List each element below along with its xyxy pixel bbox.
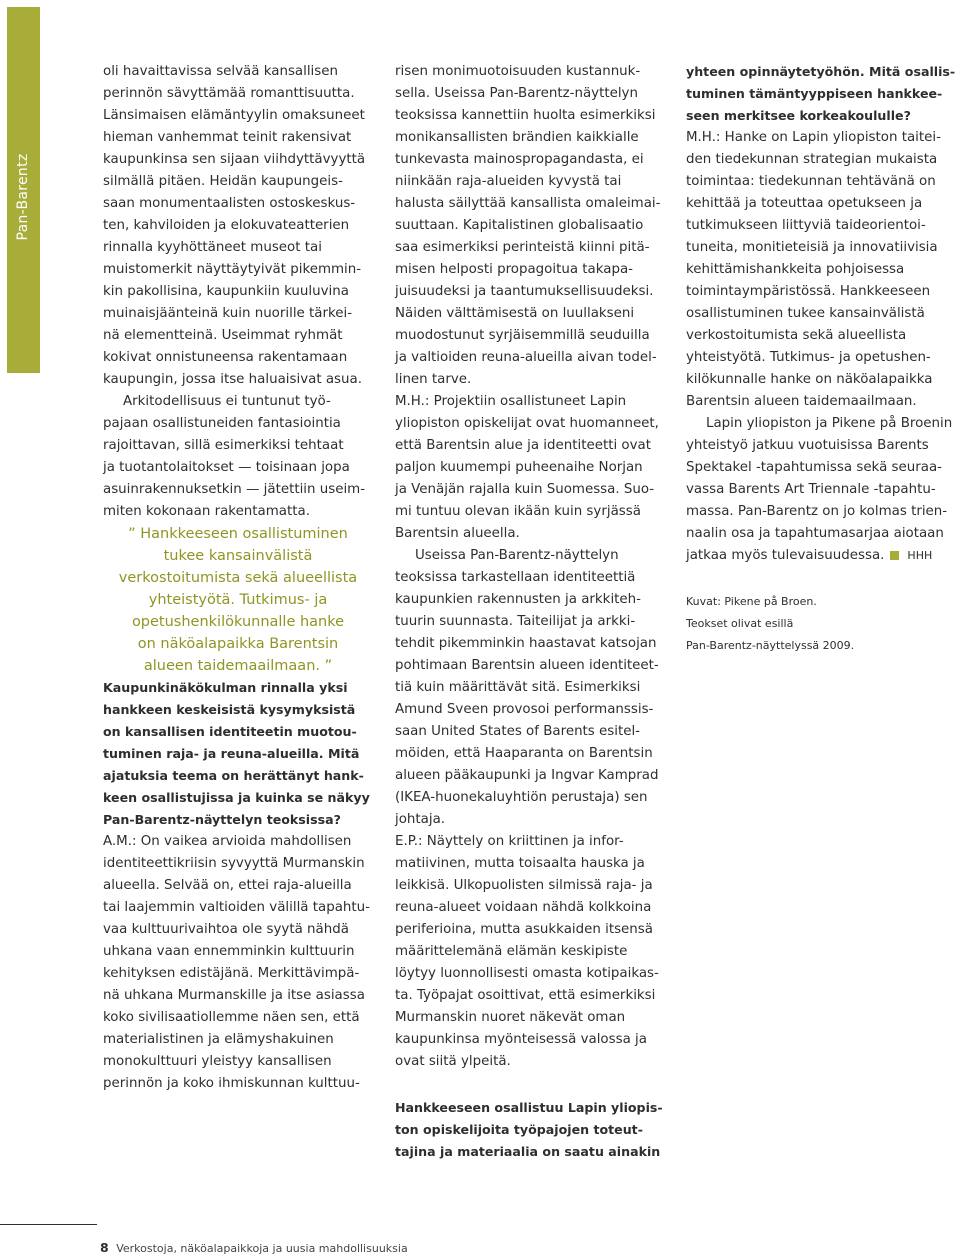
sidebar-label: Pan-Barentz	[15, 153, 31, 241]
interview-question: Hankkeeseen osallistuu Lapin yliopis- ton opiskelijoita työpajojen toteut- tajina ja materiaalia on saatu ainakin	[395, 1100, 663, 1159]
footer	[100, 1240, 408, 1255]
footer-title: Verkostoja, näköalapaikkoja ja uusia mahdollisuuksia	[116, 1242, 408, 1255]
pull-quote: ” Hankkeeseen osallistuminen tukee kansainvälistä verkostoitumista sekä alueellista yhteistyötä. Tutkimus- ja opetushenkilökunnalle hanke on näköalapaikka Barentsin alueen taidemaailmaan. ”	[118, 526, 358, 674]
text-column-1	[103, 61, 373, 1095]
interview-question: yhteen opinnäytetyöhön. Mitä osallis- tuminen tämäntyyppiseen hankkee- seen merkitsee korkeakoululle?	[686, 64, 956, 123]
footer-rule	[0, 1224, 97, 1225]
author-signature: HHH	[907, 549, 933, 562]
interview-answer: E.P.: Näyttely on kriittinen ja infor- matiivinen, mutta toisaalta hauska ja leikkisä. Ulkopuolisten silmissä raja- ja reuna-alueet voidaan nähdä kolkkoina periferioina, mutta asukkaiden itsensä määrittelemänä elämän keskipiste löytyy luonnollisesti omasta kotipaikas- ta. Työpajat osoittivat, että esimerkiksi Murmanskin nuoret näkevät oman kaupunkinsa myönteisessä valossa ja ovat siitä ylpeitä.	[395, 834, 659, 1069]
photo-credit: Pan-Barentz-näyttelyssä 2009.	[686, 639, 855, 652]
paragraph: oli havaittavissa selvää kansallisen perinnön sävyttämää romanttisuutta. Länsimaisen elämäntyylin omaksuneet hieman vanhemmat teinit rakensivat kaupunkinsa sen sijaan viihdyttävyyttä silmällä pitäen. Heidän kaupungeis- saan monumentaalisten ostoskeskus- ten, kahviloiden ja elokuvateatterien rinnalla kyyhöttäneet museot tai muistomerkit näyttäytyivät pikemmin- kin pakollisina, kaupunkiin kuuluvina muinaisjäänteinä kuin nuorille tärkei- nä elementteinä. Useimmat ryhmät kokivat onnistuneensa rakentamaan kaupungin, jossa itse haluaisivat asua.	[103, 64, 366, 387]
paragraph-text: Lapin yliopiston ja Pikene på Broenin yhteistyö jatkuu vuotuisissa Barents Spektakel -tapahtumissa sekä seuraa- vassa Barents Art Triennale -tapahtu- massa. Pan-Barentz on jo kolmas trien- naalin osa ja tapahtumasarjaa aiotaan jatkaa myös tulevaisuudessa.	[686, 416, 953, 563]
paragraph: Useissa Pan-Barentz-näyttelyn teoksissa tarkastellaan identiteettiä kaupunkien rakennusten ja arkkiteh- tuurin suunnasta. Taiteilijat ja arkki- tehdit pikemminkin haastavat katsojan pohtimaan Barentsin alueen identiteet- tiä kuin määrittävät sitä. Esimerkiksi Amund Sveen provosoi performanssis- saan United States of Barents esitel- möiden, että Haaparanta on Barentsin alueen pääkaupunki ja Ingvar Kamprad (IKEA-huonekaluyhtiön perustaja) sen johtaja.	[395, 548, 659, 827]
text-column-2	[395, 61, 665, 1163]
end-mark-icon	[890, 551, 899, 560]
photo-credit: Teokset olivat esillä	[686, 617, 794, 630]
interview-answer: M.H.: Projektiin osallistuneet Lapin yliopiston opiskelijat ovat huomanneet, että Barentsin alue ja identiteetti ovat paljon kuumempi puheenaihe Norjan ja Venäjän rajalla kuin Suomessa. Suo- mi tuntuu olevan ikään kuin syrjässä Barentsin alueella.	[395, 394, 659, 541]
paragraph: Arkitodellisuus ei tuntunut työ- pajaan osallistuneiden fantasiointia rajoittavan, sillä esimerkiksi tehtaat ja tuotantolaitokset — toisinaan jopa asuinrakennuksetkin — jätettiin useim- miten kokonaan rakentamatta.	[103, 394, 366, 519]
text-column-3	[686, 61, 960, 657]
paragraph	[686, 413, 960, 567]
interview-answer: M.H.: Hanke on Lapin yliopiston taitei- den tiedekunnan strategian mukaista toimintaa: tiedekunnan tehtävänä on kehittää ja toteuttaa opetukseen ja tutkimukseen liittyviä taideorientoi- tuneita, monitieteisiä ja innovatiivisia kehittämishankkeita pohjoisessa toimintaympäristössä. Hankkeeseen osallistuminen tukee kansainvälistä verkostoitumista sekä alueellista yhteistyötä. Tutkimus- ja opetushen- kilökunnalle hanke on näköalapaikka Barentsin alueen taidemaailmaan.	[686, 130, 941, 409]
interview-answer: A.M.: On vaikea arvioida mahdollisen identiteettikriisin syvyyttä Murmanskin alueella. Selvää on, ettei raja-alueilla tai laajemmin valtioiden välillä tapahtu- vaa kulttuurivaihtoa ole syytä nähdä uhkana vaan ennemminkin kulttuurin kehityksen edistäjänä. Merkittävimpä- nä uhkana Murmanskille ja itse asiassa koko sivilisaatiollemme näen sen, että materialistinen ja elämyshakuinen monokulttuuri yleistyy kansallisen perinnön ja koko ihmiskunnan kulttuu-	[103, 834, 370, 1091]
interview-question: Kaupunkinäkökulman rinnalla yksi hankkeen keskeisistä kysymyksistä on kansallisen identiteetin muotou- tuminen raja- ja reuna-alueilla. Mitä ajatuksia teema on herättänyt hank- keen osallistujissa ja kuinka se näkyy Pan-Barentz-näyttelyn teoksissa?	[103, 680, 370, 827]
page-number: 8	[100, 1240, 109, 1255]
sidebar-tab	[7, 7, 40, 373]
photo-credit: Kuvat: Pikene på Broen.	[686, 595, 817, 608]
paragraph: risen monimuotoisuuden kustannuk- sella. Useissa Pan-Barentz-näyttelyn teoksissa kannettiin huolta esimerkiksi monikansallisten brändien kaikkialle tunkevasta mainospropagandasta, ei niinkään raja-alueiden kyvystä tai halusta säilyttää kansallista omaleimai- suuttaan. Kapitalistinen globalisaatio saa esimerkiksi perinteistä kiinni pitä- misen helposti propagoitua takapa- juisuudeksi ja taantumuksellisuudeksi. Näiden välttämisestä on luullakseni muodostunut syrjäisemmillä seuduilla ja valtioiden reuna-alueilla aivan todel- linen tarve.	[395, 64, 661, 387]
